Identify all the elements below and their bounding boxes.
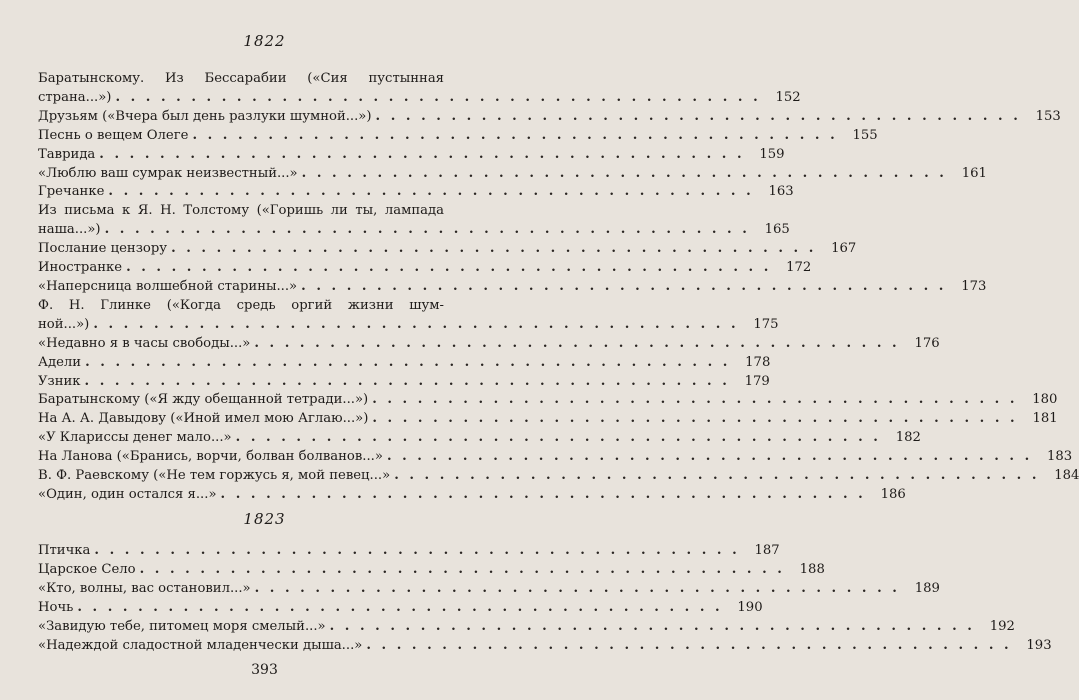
toc-entry <box>38 183 794 202</box>
toc-entry <box>38 580 940 599</box>
toc-entry <box>38 259 812 278</box>
entry-page-number: 165 <box>764 222 790 238</box>
entry-title: наша...») <box>38 222 101 238</box>
entry-title: Таврида <box>38 146 96 162</box>
dot-leader: . . . . . . . . . . . . . . . . . . . . . . . . . . . . . . . . . . . . . . . . . . . <box>85 354 731 370</box>
entry-page-number: 178 <box>745 354 771 370</box>
entry-title: «Надеждой сладостной младенчески дыша...» <box>38 637 363 653</box>
dot-leader: . . . . . . . . . . . . . . . . . . . . . . . . . . . . . . . . . . . . . . . . . . . <box>126 260 772 276</box>
entry-page-number: 153 <box>1035 108 1061 124</box>
dot-leader: . . . . . . . . . . . . . . . . . . . . . . . . . . . . . . . . . . . . . . . . . . . <box>301 278 947 294</box>
entry-page-number: 163 <box>768 184 794 200</box>
toc-entry <box>38 429 921 448</box>
dot-leader: . . . . . . . . . . . . . . . . . . . . . . . . . . . . . . . . . . . . . . . . . . . <box>375 108 1021 124</box>
entry-title: На А. А. Давыдову («Иной имел мою Аглаю...») <box>38 411 369 427</box>
entry-page-number: 167 <box>831 241 857 257</box>
entry-page-number: 187 <box>754 543 780 558</box>
entry-page-number: 184 <box>1054 468 1079 484</box>
entry-title: Послание цензору <box>38 241 168 257</box>
entry-page-number: 179 <box>744 373 770 389</box>
entry-title: «Наперсница волшебной старины...» <box>38 278 298 294</box>
toc-entry <box>38 297 779 335</box>
page-number: 393 <box>251 662 278 678</box>
toc-entry <box>38 542 780 561</box>
toc-entry <box>38 146 785 165</box>
toc-entry <box>38 618 1015 637</box>
entry-page-number: 172 <box>786 260 812 276</box>
toc-entry <box>38 165 987 184</box>
entry-page-number: 192 <box>989 618 1015 634</box>
entry-title: страна...») <box>38 89 112 105</box>
entry-title: Из письма к Я. Н. Толстому («Горишь ли ты, лампада <box>38 203 444 219</box>
dot-leader: . . . . . . . . . . . . . . . . . . . . . . . . . . . . . . . . . . . . . . . . . . . <box>108 184 754 200</box>
entry-page-number: 193 <box>1026 637 1052 653</box>
dot-leader: . . . . . . . . . . . . . . . . . . . . . . . . . . . . . . . . . . . . . . . . . . . <box>104 222 750 238</box>
entry-page-number: 181 <box>1032 411 1058 427</box>
entry-title: Узник <box>38 373 81 389</box>
entry-title: Друзьям («Вчера был день разлуки шумной...») <box>38 108 372 124</box>
dot-leader: . . . . . . . . . . . . . . . . . . . . . . . . . . . . . . . . . . . . . . . . . . . <box>171 241 817 257</box>
toc-entry <box>38 448 1073 467</box>
entry-page-number: 190 <box>737 599 763 615</box>
toc-1823 <box>38 542 1052 655</box>
dot-leader: . . . . . . . . . . . . . . . . . . . . . . . . . . . . . . . . . . . . . . . . . . . <box>94 543 740 558</box>
entry-title: Ф. Н. Глинке («Когда средь оргий жизни шум- <box>38 297 444 313</box>
entry-title: На Ланова («Бранись, ворчи, болван болванов...» <box>38 449 383 465</box>
entry-page-number: 176 <box>914 335 940 351</box>
toc-entry <box>38 127 878 146</box>
entry-page-number: 186 <box>880 486 906 502</box>
entry-title: «У Клариссы денег мало...» <box>38 430 232 446</box>
dot-leader: . . . . . . . . . . . . . . . . . . . . . . . . . . . . . . . . . . . . . . . . . . . <box>192 127 838 143</box>
entry-title: «Кто, волны, вас остановил...» <box>38 580 251 596</box>
toc-entry <box>38 202 790 240</box>
entry-title: ной...») <box>38 316 90 332</box>
entry-page-number: 155 <box>852 127 878 143</box>
dot-leader: . . . . . . . . . . . . . . . . . . . . . . . . . . . . . . . . . . . . . . . . . . . <box>301 165 947 181</box>
toc-entry <box>38 391 1058 410</box>
dot-leader: . . . . . . . . . . . . . . . . . . . . . . . . . . . . . . . . . . . . . . . . . . . <box>366 637 1012 653</box>
toc-entry <box>38 278 987 297</box>
entry-page-number: 188 <box>799 561 825 577</box>
year-heading-1823: 1823 <box>243 510 286 528</box>
toc-entry <box>38 599 763 618</box>
toc-entry <box>38 70 801 108</box>
dot-leader: . . . . . . . . . . . . . . . . . . . . . . . . . . . . . . . . . . . . . . . . . . . <box>139 561 785 577</box>
entry-page-number: 159 <box>759 146 785 162</box>
entry-page-number: 183 <box>1047 449 1073 465</box>
entry-title: Иностранке <box>38 260 123 276</box>
entry-title: В. Ф. Раевскому («Не тем горжусь я, мой певец...» <box>38 468 391 484</box>
entry-title: «Люблю ваш сумрак неизвестный...» <box>38 165 298 181</box>
entry-title: Баратынскому. Из Бессарабии («Сия пустынная <box>38 71 444 86</box>
toc-entry <box>38 637 1052 656</box>
dot-leader: . . . . . . . . . . . . . . . . . . . . . . . . . . . . . . . . . . . . . . . . . . . <box>77 599 723 615</box>
entry-page-number: 180 <box>1032 392 1058 408</box>
entry-title: «Недавно я в часы свободы...» <box>38 335 251 351</box>
toc-1822 <box>38 70 1079 505</box>
entry-title: Ночь <box>38 599 74 615</box>
entry-page-number: 182 <box>895 430 921 446</box>
dot-leader: . . . . . . . . . . . . . . . . . . . . . . . . . . . . . . . . . . . . . . . . . . . <box>372 392 1018 408</box>
entry-title: Гречанке <box>38 184 105 200</box>
toc-entry <box>38 373 770 392</box>
entry-title: «Завидую тебе, питомец моря смелый...» <box>38 618 326 634</box>
dot-leader: . . . . . . . . . . . . . . . . . . . . . . . . . . . . . . . . . . . . . . . . . . . <box>372 411 1018 427</box>
entry-title: Песнь о вещем Олеге <box>38 127 189 143</box>
entry-page-number: 175 <box>753 316 779 332</box>
toc-entry <box>38 561 825 580</box>
dot-leader: . . . . . . . . . . . . . . . . . . . . . . . . . . . . . . . . . . . . . . . . . . . <box>254 335 900 351</box>
dot-leader: . . . . . . . . . . . . . . . . . . . . . . . . . . . . . . . . . . . . . . . . . . . <box>394 468 1040 484</box>
entry-page-number: 161 <box>961 165 987 181</box>
toc-entry <box>38 240 857 259</box>
dot-leader: . . . . . . . . . . . . . . . . . . . . . . . . . . . . . . . . . . . . . . . . . . . <box>99 146 745 162</box>
year-heading-1822: 1822 <box>243 32 286 50</box>
toc-entry <box>38 335 940 354</box>
entry-title: Царское Село <box>38 561 136 577</box>
toc-entry <box>38 354 771 373</box>
dot-leader: . . . . . . . . . . . . . . . . . . . . . . . . . . . . . . . . . . . . . . . . . . . <box>235 430 881 446</box>
toc-entry <box>38 108 1061 127</box>
entry-page-number: 152 <box>775 89 801 105</box>
toc-entry <box>38 410 1058 429</box>
dot-leader: . . . . . . . . . . . . . . . . . . . . . . . . . . . . . . . . . . . . . . . . . . . <box>93 316 739 332</box>
dot-leader: . . . . . . . . . . . . . . . . . . . . . . . . . . . . . . . . . . . . . . . . . . . <box>329 618 975 634</box>
dot-leader: . . . . . . . . . . . . . . . . . . . . . . . . . . . . . . . . . . . . . . . . . . . <box>115 89 761 105</box>
entry-title: Адели <box>38 354 82 370</box>
entry-page-number: 189 <box>914 580 940 596</box>
dot-leader: . . . . . . . . . . . . . . . . . . . . . . . . . . . . . . . . . . . . . . . . . . . <box>254 580 900 596</box>
entry-title: Птичка <box>38 543 91 558</box>
dot-leader: . . . . . . . . . . . . . . . . . . . . . . . . . . . . . . . . . . . . . . . . . . . <box>386 449 1033 465</box>
entry-page-number: 173 <box>961 278 987 294</box>
toc-entry <box>38 467 1079 486</box>
dot-leader: . . . . . . . . . . . . . . . . . . . . . . . . . . . . . . . . . . . . . . . . . . . <box>84 373 730 389</box>
toc-entry <box>38 486 906 505</box>
dot-leader: . . . . . . . . . . . . . . . . . . . . . . . . . . . . . . . . . . . . . . . . . . . <box>220 486 866 502</box>
entry-title: «Один, один остался я...» <box>38 486 217 502</box>
entry-title: Баратынскому («Я жду обещанной тетради...») <box>38 392 369 408</box>
